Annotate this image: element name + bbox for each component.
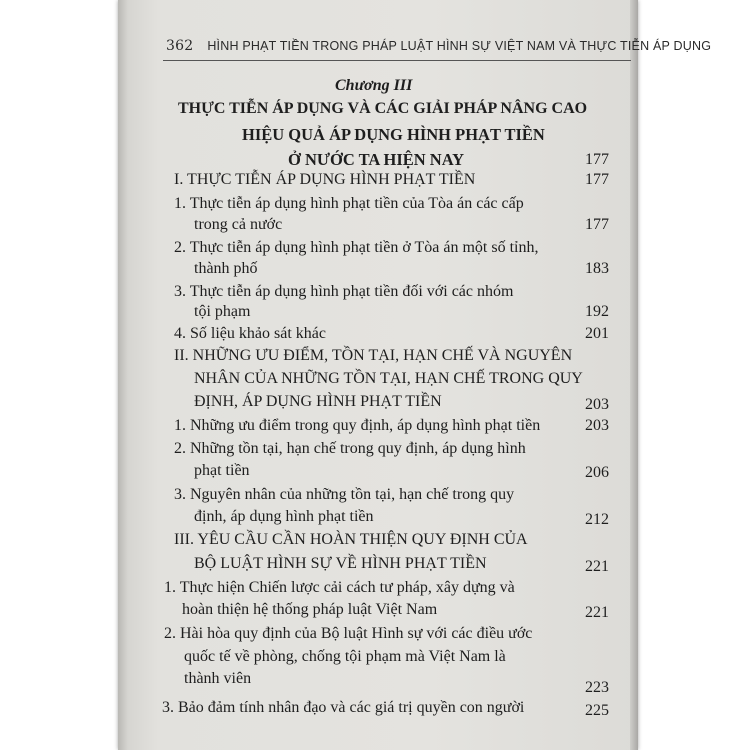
toc-entry-line: định, áp dụng hình phạt tiền — [194, 508, 374, 525]
toc-entry-page: 212 — [585, 511, 609, 528]
section-2-title-line: ĐỊNH, ÁP DỤNG HÌNH PHẠT TIỀN — [194, 393, 442, 410]
running-title: HÌNH PHẠT TIỀN TRONG PHÁP LUẬT HÌNH SỰ VIỆT NAM VÀ THỰC TIỄN ÁP DỤNG — [207, 39, 712, 53]
section-3-title-line: III. YÊU CẦU CẦN HOÀN THIỆN QUY ĐỊNH CỦA — [174, 531, 528, 548]
toc-entry-line: 3. Nguyên nhân của những tồn tại, hạn chế trong quy — [174, 486, 515, 503]
section-2-title-line: II. NHỮNG ƯU ĐIỂM, TỒN TẠI, HẠN CHẾ VÀ NGUYÊN — [174, 347, 573, 364]
toc-entry-page: 183 — [585, 260, 609, 277]
section-3-page: 221 — [585, 558, 609, 575]
toc-entry-line: thành viên — [184, 670, 252, 687]
toc-entry-line: trong cả nước — [194, 216, 283, 233]
toc-entry-line: 2. Hài hòa quy định của Bộ luật Hình sự với các điều ước — [164, 625, 533, 642]
toc-entry-line: quốc tế về phòng, chống tội phạm mà Việt Nam là — [184, 648, 506, 665]
toc-entry-line: 4. Số liệu khảo sát khác — [174, 325, 326, 342]
section-1-title: I. THỰC TIỄN ÁP DỤNG HÌNH PHẠT TIỀN — [174, 171, 476, 188]
section-2-page: 203 — [585, 396, 609, 413]
page-edge — [630, 0, 638, 750]
toc-entry-line: hoàn thiện hệ thống pháp luật Việt Nam — [182, 601, 438, 618]
toc-entry-page: 225 — [585, 702, 609, 719]
section-3-title-line: BỘ LUẬT HÌNH SỰ VỀ HÌNH PHẠT TIỀN — [194, 555, 487, 572]
toc-entry-page: 192 — [585, 303, 609, 320]
toc-entry-line: 1. Thực hiện Chiến lược cải cách tư pháp, xây dựng và — [164, 579, 515, 596]
toc-entry-page: 206 — [585, 464, 609, 481]
toc-entry-page: 221 — [585, 604, 609, 621]
toc-entry-line: phạt tiền — [194, 462, 250, 479]
chapter-title-line-3: Ở NƯỚC TA HIỆN NAY — [288, 150, 465, 169]
page-number: 362 — [166, 38, 194, 54]
toc-entry-line: 3. Thực tiễn áp dụng hình phạt tiền đối với các nhóm — [174, 283, 514, 300]
section-2-title-line: NHÂN CỦA NHỮNG TỒN TẠI, HẠN CHẾ TRONG QUY — [194, 370, 583, 387]
toc-entry-page: 203 — [585, 417, 609, 434]
chapter-title-line-1: THỰC TIỄN ÁP DỤNG VÀ CÁC GIẢI PHÁP NÂNG CAO — [178, 100, 588, 117]
toc-entry-page: 177 — [585, 216, 609, 233]
chapter-page: 177 — [585, 151, 609, 168]
section-1-page: 177 — [585, 171, 609, 188]
toc-entry-line: 2. Thực tiễn áp dụng hình phạt tiền ở Tòa án một số tỉnh, — [174, 239, 539, 256]
toc-entry-page: 223 — [585, 679, 609, 696]
toc-entry-line: 1. Thực tiễn áp dụng hình phạt tiền của Tòa án các cấp — [174, 195, 524, 212]
toc-entry-line: tội phạm — [194, 303, 251, 320]
running-header — [166, 38, 712, 54]
chapter-title-line-2: HIỆU QUẢ ÁP DỤNG HÌNH PHẠT TIỀN — [242, 125, 545, 144]
toc-entry-line: thành phố — [194, 260, 258, 277]
toc-entry-page: 201 — [585, 325, 609, 342]
toc-entry-line: 1. Những ưu điểm trong quy định, áp dụng hình phạt tiền — [174, 417, 541, 434]
chapter-label: Chương III — [335, 77, 413, 94]
toc-entry-line: 2. Những tồn tại, hạn chế trong quy định, áp dụng hình — [174, 440, 526, 457]
toc-entry-line: 3. Bảo đảm tính nhân đạo và các giá trị quyền con người — [162, 699, 525, 716]
header-rule — [163, 60, 631, 61]
